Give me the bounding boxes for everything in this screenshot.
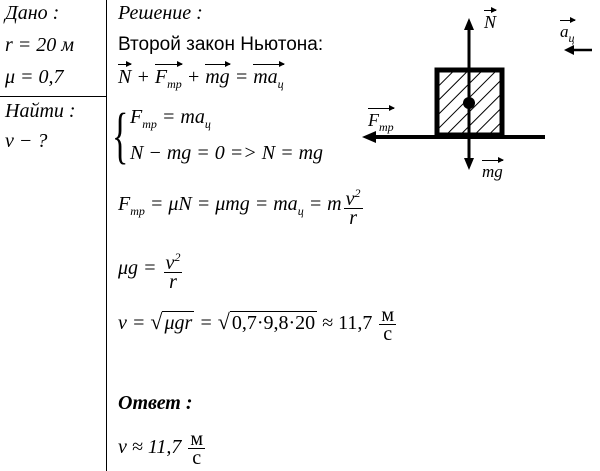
vector-equation: $N + F_{тр}$ + mg = $ma_ц$ [118, 66, 284, 91]
given-header: Дано : [5, 2, 60, 24]
answer-header: Ответ : [118, 392, 193, 414]
find-header: Найти : [5, 100, 76, 122]
label-N: N [484, 12, 497, 32]
unit-m-s: $\frac{м}{с}$ [381, 304, 395, 345]
given-mu: μ = 0,7 [5, 66, 64, 88]
vector-mg: mg [205, 66, 230, 88]
friction-chain: $F_{тр} = \mu N = \mu mg = ma_ц = m$ $\frac{v^2}{r}$ [118, 186, 361, 229]
vector-F-friction: $F_{тр}$ [154, 66, 182, 91]
vector-N: N [118, 66, 132, 88]
center-of-mass [463, 97, 475, 109]
fraction-v2-r-2: $\frac{v^2}{r}$ [165, 250, 181, 293]
find-target: v − ? [5, 130, 48, 152]
given-r: r = 20 м [5, 34, 75, 56]
label-mg: mg [482, 162, 503, 181]
label-a-centripetal: $a_ц$ [560, 22, 575, 45]
solution-header: Решение : [118, 2, 203, 24]
fraction-v2-r: $\frac{v^2}{r}$ [345, 186, 361, 229]
law-title: Второй закон Ньютона: [118, 34, 324, 55]
v-formula: v = √ μgr = √ 0,7·9,8·20 ≈ 11,7 $\frac{м}{с}$ [118, 304, 395, 345]
system-line-2: N − mg = 0 => N = mg [130, 142, 324, 164]
vector-ma: $ma_ц$ [253, 66, 284, 91]
answer-unit: $\frac{м}{с}$ [190, 428, 204, 469]
system-line-1: $F_{тр} = ma_ц$ [130, 106, 211, 131]
column-divider [106, 0, 107, 471]
given-divider [0, 96, 106, 97]
system-brace: { [112, 102, 129, 170]
mu-g-equation: μg = $\frac{v^2}{r}$ [118, 250, 181, 293]
answer: v ≈ 11,7 $\frac{м}{с}$ [118, 428, 204, 469]
label-F-friction: $F_{тр}$ [368, 110, 394, 134]
